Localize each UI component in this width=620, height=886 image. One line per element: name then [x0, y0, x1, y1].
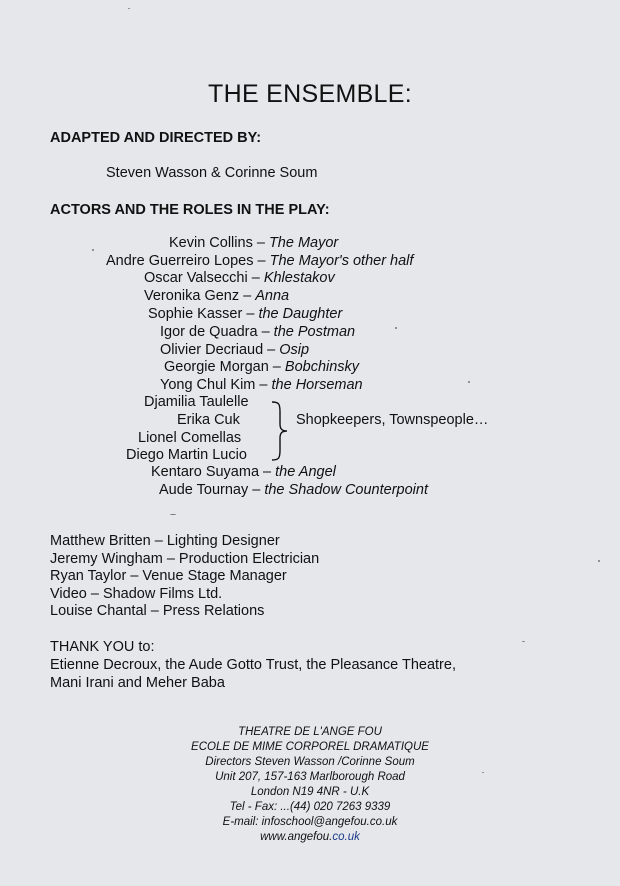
- separator: –: [257, 324, 274, 340]
- directors-line: Directors Steven Wasson /Corinne Soum: [205, 756, 415, 768]
- cast-line: [160, 341, 309, 359]
- scan-speck: [468, 381, 470, 383]
- email-link[interactable]: E-mail: infoschool@angefou.co.uk: [222, 816, 398, 828]
- group-role: Shopkeepers, Townspeople…: [296, 412, 489, 428]
- thanks-heading: THANK YOU to:: [50, 639, 155, 655]
- school-name: ECOLE DE MIME CORPOREL DRAMATIQUE: [191, 741, 429, 753]
- separator: –: [252, 235, 269, 251]
- separator: –: [239, 288, 256, 304]
- website-prefix: www.angefou.: [260, 831, 333, 843]
- cast-line: [169, 234, 338, 252]
- website-suffix: co.uk: [332, 831, 360, 843]
- actor-name: Veronika Genz: [144, 288, 240, 304]
- actor-role: the Shadow Counterpoint: [264, 482, 428, 498]
- actor-role: the Angel: [275, 464, 336, 480]
- scan-speck: [522, 641, 525, 642]
- separator: –: [255, 377, 272, 393]
- actor-role: Osip: [279, 342, 310, 358]
- city-line: London N19 4NR - U.K: [250, 786, 370, 798]
- scan-speck: [92, 249, 94, 251]
- separator: –: [247, 270, 264, 286]
- scan-speck: [170, 514, 176, 515]
- actor-name: Andre Guerreiro Lopes: [106, 253, 254, 269]
- actor-role: the Postman: [273, 324, 356, 340]
- group-name: Erika Cuk: [177, 412, 240, 428]
- cast-line: [144, 269, 335, 287]
- crew-line: Louise Chantal – Press Relations: [50, 603, 265, 619]
- address-line: Unit 207, 157-163 Marlborough Road: [215, 771, 405, 783]
- thanks-line: Mani Irani and Meher Baba: [50, 675, 225, 691]
- actor-name: Kentaro Suyama: [151, 464, 260, 480]
- actor-name: Kevin Collins: [169, 235, 253, 251]
- actor-role: Khlestakov: [263, 270, 335, 286]
- actor-name: Aude Tournay: [159, 482, 249, 498]
- actor-role: Anna: [255, 288, 290, 304]
- website-link[interactable]: [0, 830, 620, 845]
- separator: –: [259, 464, 276, 480]
- group-name: Diego Martin Lucio: [126, 447, 247, 463]
- page-title: THE ENSEMBLE:: [208, 80, 412, 108]
- directors-names: Steven Wasson & Corinne Soum: [106, 165, 318, 181]
- scan-speck: [598, 560, 600, 562]
- actor-role: the Horseman: [271, 377, 363, 393]
- actor-name: Yong Chul Kim: [160, 377, 256, 393]
- cast-line: [159, 481, 428, 499]
- separator: –: [248, 482, 265, 498]
- actor-name: Sophie Kasser: [148, 306, 243, 322]
- separator: –: [253, 253, 270, 269]
- crew-line: Jeremy Wingham – Production Electrician: [50, 551, 320, 567]
- actor-name: Igor de Quadra: [160, 324, 258, 340]
- cast-line: [144, 287, 289, 305]
- scan-speck: [482, 772, 484, 773]
- actor-role: The Mayor's other half: [269, 253, 414, 269]
- actors-heading: ACTORS AND THE ROLES IN THE PLAY:: [50, 202, 330, 218]
- scan-speck: [128, 8, 130, 9]
- scan-speck: [395, 327, 397, 329]
- actor-role: The Mayor: [268, 235, 339, 251]
- cast-line: [151, 463, 336, 481]
- actor-name: Oscar Valsecchi: [144, 270, 248, 286]
- cast-line: [106, 252, 413, 270]
- actor-role: Bobchinsky: [284, 359, 360, 375]
- curly-brace-icon: [270, 400, 290, 462]
- group-name: Lionel Comellas: [138, 430, 242, 446]
- group-name: Djamilia Taulelle: [144, 394, 249, 410]
- crew-line: Matthew Britten – Lighting Designer: [50, 533, 280, 549]
- cast-line: [148, 305, 342, 323]
- cast-line: [160, 376, 363, 394]
- phone-line: Tel - Fax: ...(44) 020 7263 9339: [229, 801, 391, 813]
- thanks-line: Etienne Decroux, the Aude Gotto Trust, the Pleasance Theatre,: [50, 657, 456, 673]
- directed-heading: ADAPTED AND DIRECTED BY:: [50, 130, 262, 146]
- actor-name: Olivier Decriaud: [160, 342, 264, 358]
- contact-block: [0, 725, 620, 845]
- crew-line: Video – Shadow Films Ltd.: [50, 586, 223, 602]
- separator: –: [268, 359, 285, 375]
- theatre-name: THEATRE DE L'ANGE FOU: [238, 726, 382, 738]
- cast-line: [160, 323, 355, 341]
- crew-line: Ryan Taylor – Venue Stage Manager: [50, 568, 287, 584]
- separator: –: [242, 306, 259, 322]
- cast-line: [164, 358, 359, 376]
- separator: –: [263, 342, 280, 358]
- actor-name: Georgie Morgan: [164, 359, 269, 375]
- actor-role: the Daughter: [258, 306, 343, 322]
